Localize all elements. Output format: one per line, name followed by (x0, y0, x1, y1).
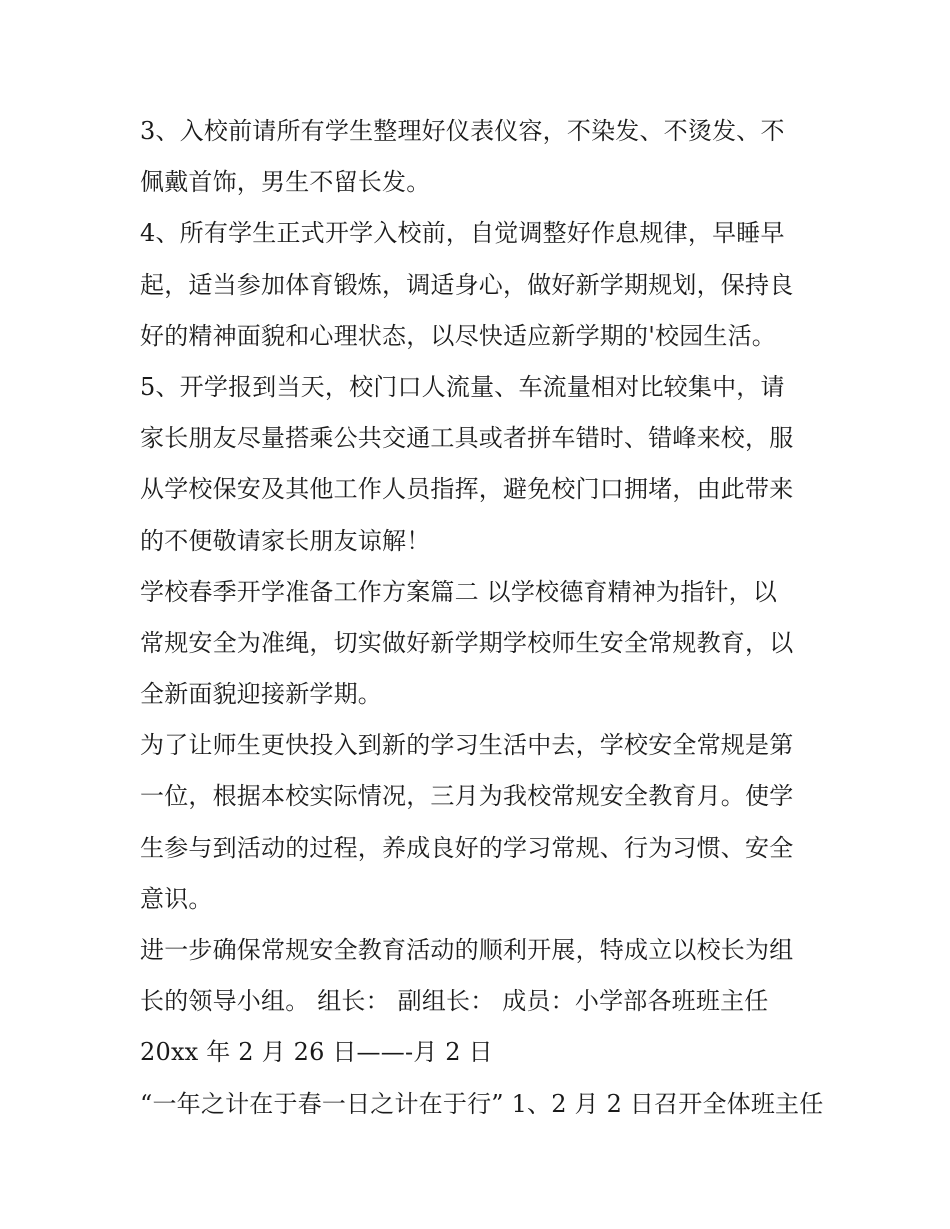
text-line: 长的领导小组。 组长： 副组长： 成员：小学部各班班主任 (140, 987, 769, 1016)
text-line: 意识。 (140, 884, 213, 913)
text-line: 好的精神面貌和心理状态，以尽快适应新学期的'校园生活。 (140, 321, 776, 350)
text-line: 的不便敬请家长朋友谅解！ (140, 526, 431, 555)
text-line: 4、所有学生正式开学入校前，自觉调整好作息规律，早睡早 (140, 219, 785, 248)
text-line: “一年之计在于春一日之计在于行” 1、2 月 2 日召开全体班主任 (140, 1089, 824, 1118)
text-line: 5、开学报到当天，校门口人流量、车流量相对比较集中，请 (140, 372, 785, 401)
text-line: 佩戴首饰，男生不留长发。 (140, 168, 431, 197)
text-line: 从学校保安及其他工作人员指挥，避免校门口拥堵，由此带来 (140, 475, 794, 504)
text-line: 生参与到活动的过程，养成良好的学习常规、行为习惯、安全 (140, 833, 794, 862)
text-line: 学校春季开学准备工作方案篇二 以学校德育精神为指针，以 (140, 577, 778, 606)
text-line: 3、入校前请所有学生整理好仪表仪容，不染发、不烫发、不 (140, 117, 785, 145)
text-line: 起，适当参加体育锻炼，调适身心，做好新学期规划，保持良 (140, 270, 794, 299)
text-line: 20xx 年 2 月 26 日——-月 2 日 (140, 1038, 493, 1067)
text-line: 常规安全为准绳，切实做好新学期学校师生安全常规教育，以 (140, 628, 794, 657)
text-line: 全新面貌迎接新学期。 (140, 680, 382, 709)
text-line: 进一步确保常规安全教育活动的顺利开展，特成立以校长为组 (140, 936, 794, 964)
text-line: 一位，根据本校实际情况，三月为我校常规安全教育月。使学 (140, 782, 794, 811)
text-line: 家长朋友尽量搭乘公共交通工具或者拼车错时、错峰来校，服 (140, 424, 794, 453)
text-line: 为了让师生更快投入到新的学习生活中去，学校安全常规是第 (140, 731, 794, 760)
document-body (140, 106, 830, 1130)
